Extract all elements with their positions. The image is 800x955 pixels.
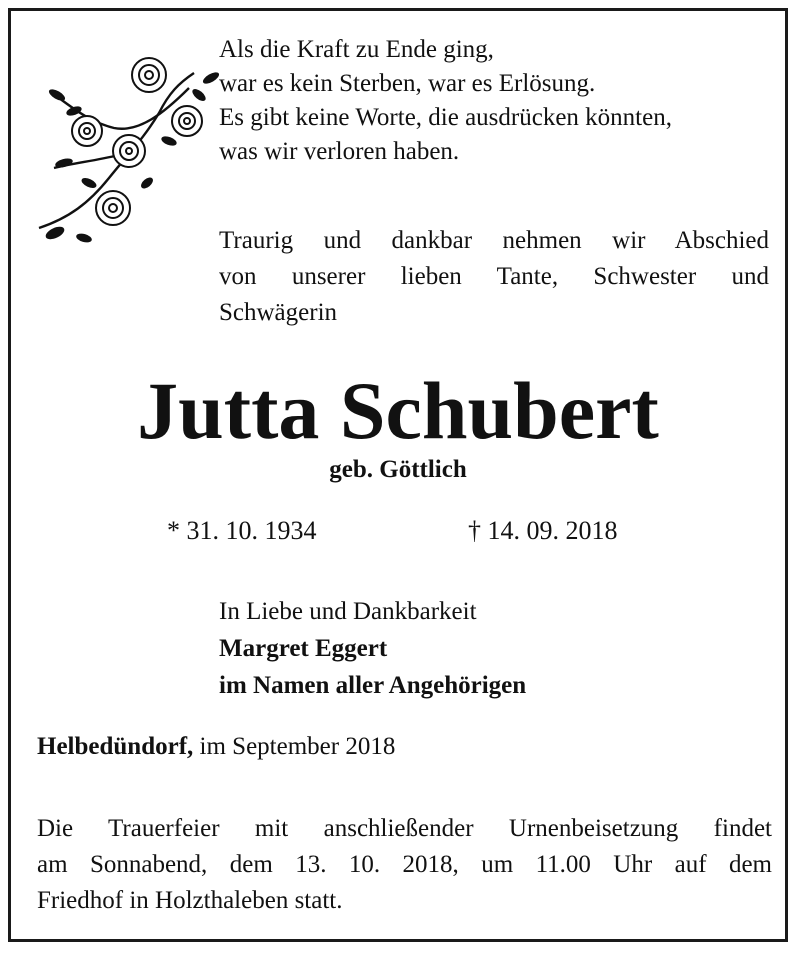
farewell-line: Traurig und dankbar nehmen wir Abschied xyxy=(219,227,769,254)
place-name: Helbedündorf, xyxy=(37,733,194,760)
poem-line: was wir verloren haben. xyxy=(219,138,460,165)
obituary-card xyxy=(8,8,788,942)
farewell-line: Schwägerin xyxy=(219,299,338,326)
poem-line: Es gibt keine Worte, die ausdrücken könnten, xyxy=(219,104,672,131)
farewell-text xyxy=(219,223,769,331)
signoff xyxy=(219,593,526,704)
poem-text xyxy=(219,33,769,169)
birth-date: * 31. 10. 1934 xyxy=(167,516,317,545)
rose-branch-icon xyxy=(29,43,229,253)
signoff-line: In Liebe und Dankbarkeit xyxy=(219,598,477,625)
service-line: am Sonnabend, dem 13. 10. 2018, um 11.00 Uhr auf dem xyxy=(37,851,772,878)
poem-line: Als die Kraft zu Ende ging, xyxy=(219,36,494,63)
maiden-name: geb. Göttlich xyxy=(329,456,467,483)
farewell-line: von unserer lieben Tante, Schwester und xyxy=(219,263,769,290)
poem-line: war es kein Sterben, war es Erlösung. xyxy=(219,70,596,97)
place-date xyxy=(37,733,395,761)
service-info xyxy=(37,811,772,919)
service-line: Friedhof in Holzthaleben statt. xyxy=(37,887,343,914)
signer-name: Margret Eggert xyxy=(219,635,388,662)
deceased-name: Jutta Schubert xyxy=(137,365,659,456)
service-line: Die Trauerfeier mit anschließender Urnenbeisetzung findet xyxy=(37,815,772,842)
notice-date: im September 2018 xyxy=(199,733,396,760)
death-date: † 14. 09. 2018 xyxy=(468,516,618,545)
signoff-line: im Namen aller Angehörigen xyxy=(219,672,527,699)
